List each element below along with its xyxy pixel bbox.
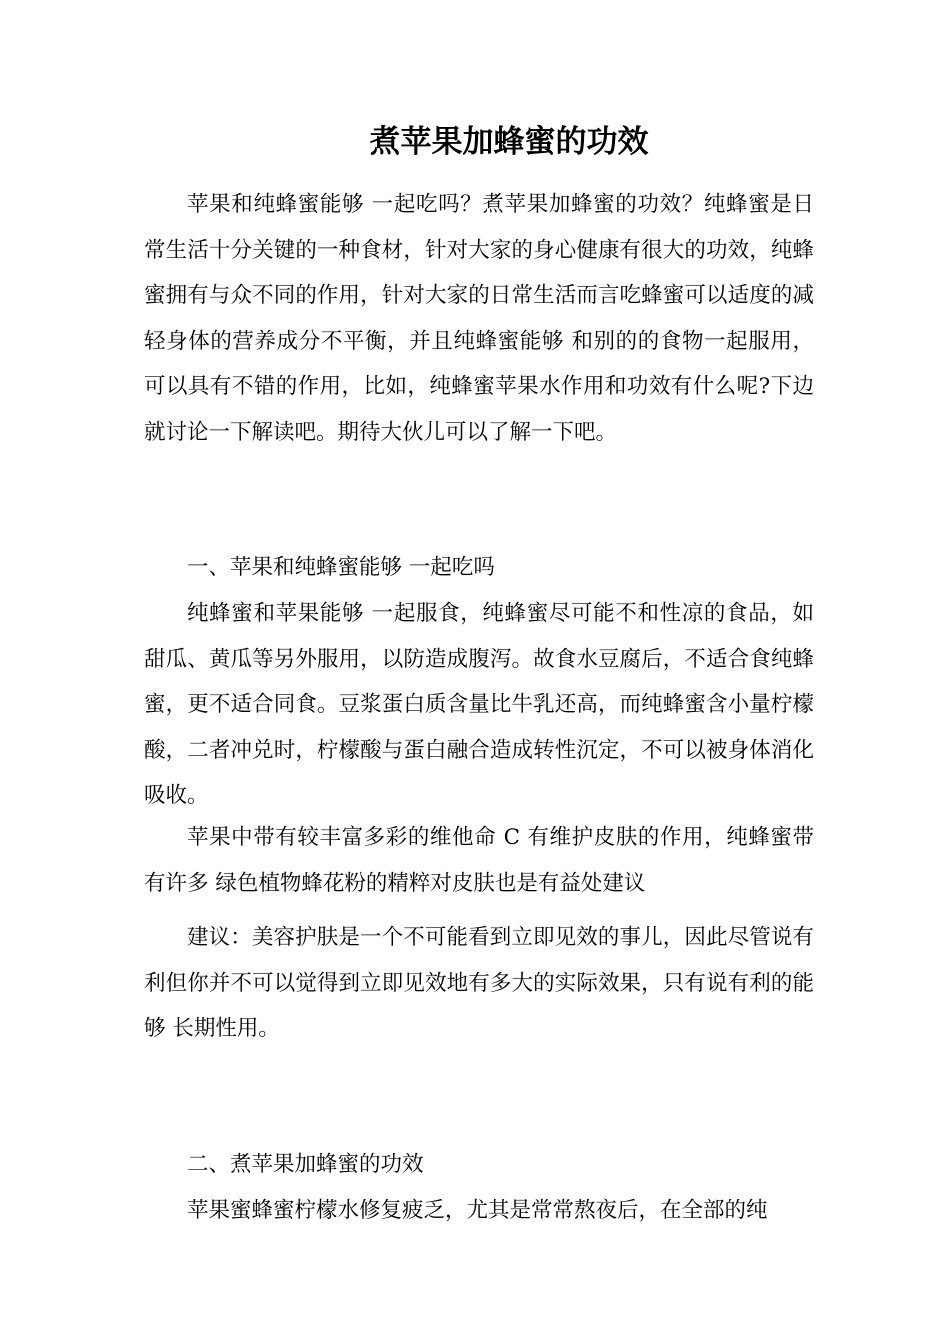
section2-paragraph-1: 苹果蜜蜂蜜柠檬水修复疲乏，尤其是常常熬夜后，在全部的纯 — [187, 1198, 768, 1223]
section1-paragraph-2: 苹果中带有较丰富多彩的维他命 C 有维护皮肤的作用，纯蜂蜜带有许多 绿色植物蜂花粉的精粹对皮肤也是有益处建议 — [144, 825, 814, 896]
section1-heading: 一、苹果和纯蜂蜜能够 一起吃吗 — [187, 555, 495, 580]
section1-paragraph-1: 纯蜂蜜和苹果能够 一起服食，纯蜂蜜尽可能不和性凉的食品，如甜瓜、黄瓜等另外服用，以防造成腹泻。故食水豆腐后，不适合食纯蜂蜜，更不适合同食。豆浆蛋白质含量比牛乳还高，而纯蜂蜜含小量柠檬酸，二者冲兑时，柠檬酸与蛋白融合造成转性沉定，不可以被身体消化吸收。 — [144, 601, 814, 808]
page-title: 煮苹果加蜂蜜的功效 — [369, 124, 649, 160]
intro-paragraph: 苹果和纯蜂蜜能够 一起吃吗？煮苹果加蜂蜜的功效？纯蜂蜜是日常生活十分关键的一种食材，针对大家的身心健康有很大的功效，纯蜂蜜拥有与众不同的作用，针对大家的日常生活而言吃蜂蜜可以适度的减轻身体的营养成分不平衡，并且纯蜂蜜能够 和别的的食物一起服用，可以具有不错的作用，比如，纯蜂蜜苹果水作用和功效有什么呢?下边就讨论一下解读吧。期待大伙儿可以了解一下吧。 — [144, 192, 814, 445]
section1-paragraph-3: 建议：美容护肤是一个不可能看到立即见效的事儿，因此尽管说有利但你并不可以觉得到立即见效地有多大的实际效果，只有说有利的能够 长期性用。 — [144, 925, 814, 1041]
section2-heading: 二、煮苹果加蜂蜜的功效 — [187, 1152, 424, 1177]
